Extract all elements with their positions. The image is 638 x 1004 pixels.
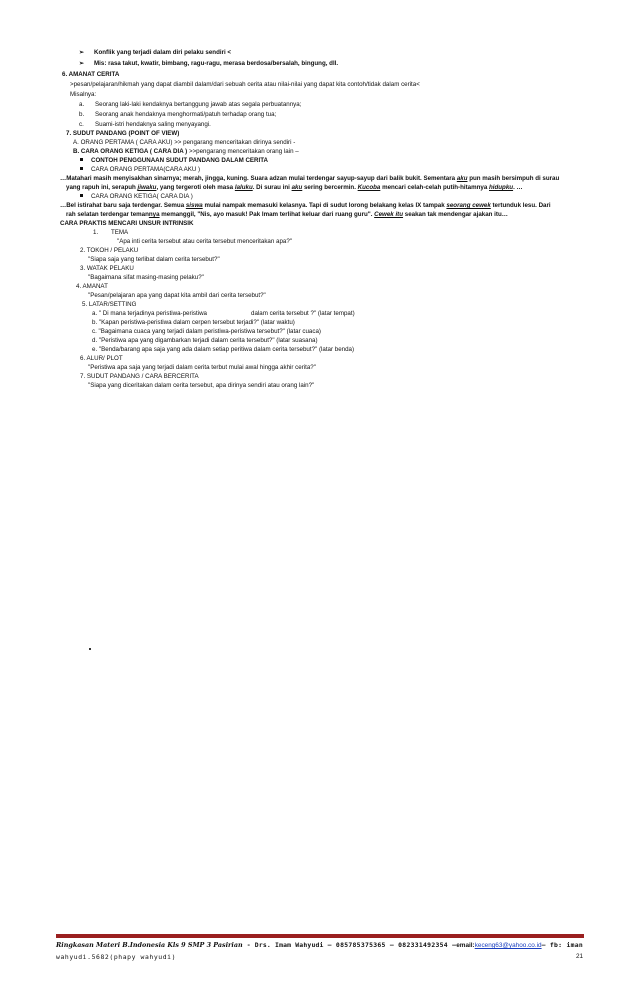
text-line: "Pesan/pelajaran apa yang dapat kita ambil dari cerita tersebut?"	[88, 292, 266, 299]
text-line: d. "Peristiwa apa yang digambarkan terjadi dalam cerita tersebut?" (latar suasana)	[92, 337, 318, 344]
square-bullet-icon	[80, 167, 83, 170]
page-number: 21	[576, 953, 584, 960]
text-line: A. ORANG PERTAMA ( CARA AKU) >> pengarang menceritakan dirinya sendiri -	[73, 139, 296, 146]
paragraph-line: …Matahari masih menyisakhan sinarnya; merah, jingga, kuning. Suara adzan mulai terdengar sayup-sayup dari balik bukit. Sementara aku pun masih bersimpuh di surau	[60, 175, 560, 182]
arrow-bullet-icon: ➢	[79, 60, 85, 67]
stray-dot	[89, 648, 91, 650]
text-line: "Siapa saja yang terlibat dalam cerita tersebut?"	[88, 256, 220, 263]
text-line: c. "Bagaimana cuaca yang terjadi dalam peristiwa-peristiwa tersebut?" (latar cuaca)	[92, 328, 321, 335]
bullet-line: ➢ Konflik yang terjadi dalam diri pelaku sendiri <	[79, 49, 232, 56]
list-item: c. Suami-istri hendaknya saling menyayangi.	[79, 121, 211, 128]
square-bullet-line: CARA ORANG KETIGA( CARA DIA )	[80, 193, 193, 201]
paragraph-line: yang rapuh ini, serapuh jiwaku, yang tergeroti oleh masa laluku. Di surau ini aku sering bercermin. Kucoba mencari celah-celah putih-hitamnya hidupku. …	[66, 184, 523, 191]
list-item: a. Seorang laki-laki kendaknya bertanggung jawab atas segala perbuatannya;	[79, 101, 302, 108]
email-link[interactable]: keceng63@yahoo.co.id	[474, 942, 542, 949]
square-bullet-icon	[80, 158, 83, 161]
text-line: b. "Kapan peristiwa-peristiwa dalam cerpen tersebut terjadi?" (latar waktu)	[92, 319, 295, 326]
text-line: "Peristiwa apa saja yang terjadi dalam cerita terbut mulai awal hingga akhir cerita?"	[88, 364, 316, 371]
square-bullet-line: CONTOH PENGGUNAAN SUDUT PANDANG DALAM CERITA	[80, 157, 268, 165]
section-heading: 7. SUDUT PANDANG (POINT OF VIEW)	[66, 130, 180, 137]
text-line: >pesan/pelajaran/hikmah yang dapat diambil dalam/dari sebuah cerita atau nilai-nilai yang dapat kita contoh/tidak dalam cerita<	[70, 81, 420, 88]
text-line: Misalnya:	[70, 91, 97, 98]
paragraph-line: …Bel istirahat baru saja terdengar. Semua siswa mulai nampak memasuki kelasnya. Tapi di sudut lorong belakang kelas IX tampak seorang cewek tertunduk lesu. Dari	[60, 202, 551, 209]
list-item: 6. ALUR/ PLOT	[80, 355, 123, 362]
paragraph-line: rah selatan terdengar temannya memanggil, "Nis, ayo masuk! Pak Imam terlihat keluar dari ruang guru". Cewek itu seakan tak mendengar ajakan itu…	[66, 211, 508, 218]
section-heading: 6. AMANAT CERITA	[62, 71, 120, 78]
footer-line: wahyudi.5682(phapy wahyudi)	[56, 953, 177, 961]
text-line: "Apa inti cerita tersebut atau cerita tersebut menceritakan apa?"	[117, 238, 292, 245]
list-item: 7. SUDUT PANDANG / CARA BERCERITA	[80, 373, 199, 380]
square-bullet-icon	[80, 194, 83, 197]
square-bullet-line: CARA ORANG PERTAMA(CARA AKU )	[80, 166, 200, 174]
footer-rule	[56, 934, 584, 938]
bullet-line: ➢ Mis: rasa takut, kwatir, bimbang, ragu-ragu, merasa berdosa/bersalah, bingung, dll.	[79, 60, 339, 67]
text-line: "Siapa yang diceritakan dalam cerita tersebut, apa dirinya sendiri atau orang lain?"	[88, 382, 315, 389]
list-item: 1. TEMA	[93, 229, 129, 236]
text-line: a. " Di mana terjadinya peristiwa-peristiwa dalam cerita tersebut ?" (latar tempat)	[92, 310, 355, 317]
list-item: 5. LATAR/SETTING	[82, 301, 137, 308]
section-heading: CARA PRAKTIS MENCARI UNSUR INTRINSIK	[60, 220, 194, 227]
list-item: 3. WATAK PELAKU	[80, 265, 134, 272]
text-line: B. CARA ORANG KETIGA ( CARA DIA ) >>pengarang menceritakan orang lain –	[73, 148, 299, 155]
list-item: 2. TOKOH / PELAKU	[80, 247, 139, 254]
text-line: "Bagaimana sifat masing-masing pelaku?"	[88, 274, 204, 281]
list-item: b. Seorang anak hendaknya menghormati/patuh terhadap orang tua;	[79, 111, 277, 118]
list-item: 4. AMANAT	[76, 283, 108, 290]
arrow-bullet-icon: ➢	[79, 49, 85, 56]
text-line: e. "Benda/barang apa saja yang ada dalam setiap peritiwa dalam cerita tersebut?" (latar benda)	[92, 346, 355, 353]
footer-line: Ringkasan Materi B.Indonesia Kls 9 SMP 3 Pasirian - Drs. Imam Wahyudi – 085785375365 – 082331492354 –email:keceng63@yahoo.co.id– fb: iman	[56, 941, 584, 949]
